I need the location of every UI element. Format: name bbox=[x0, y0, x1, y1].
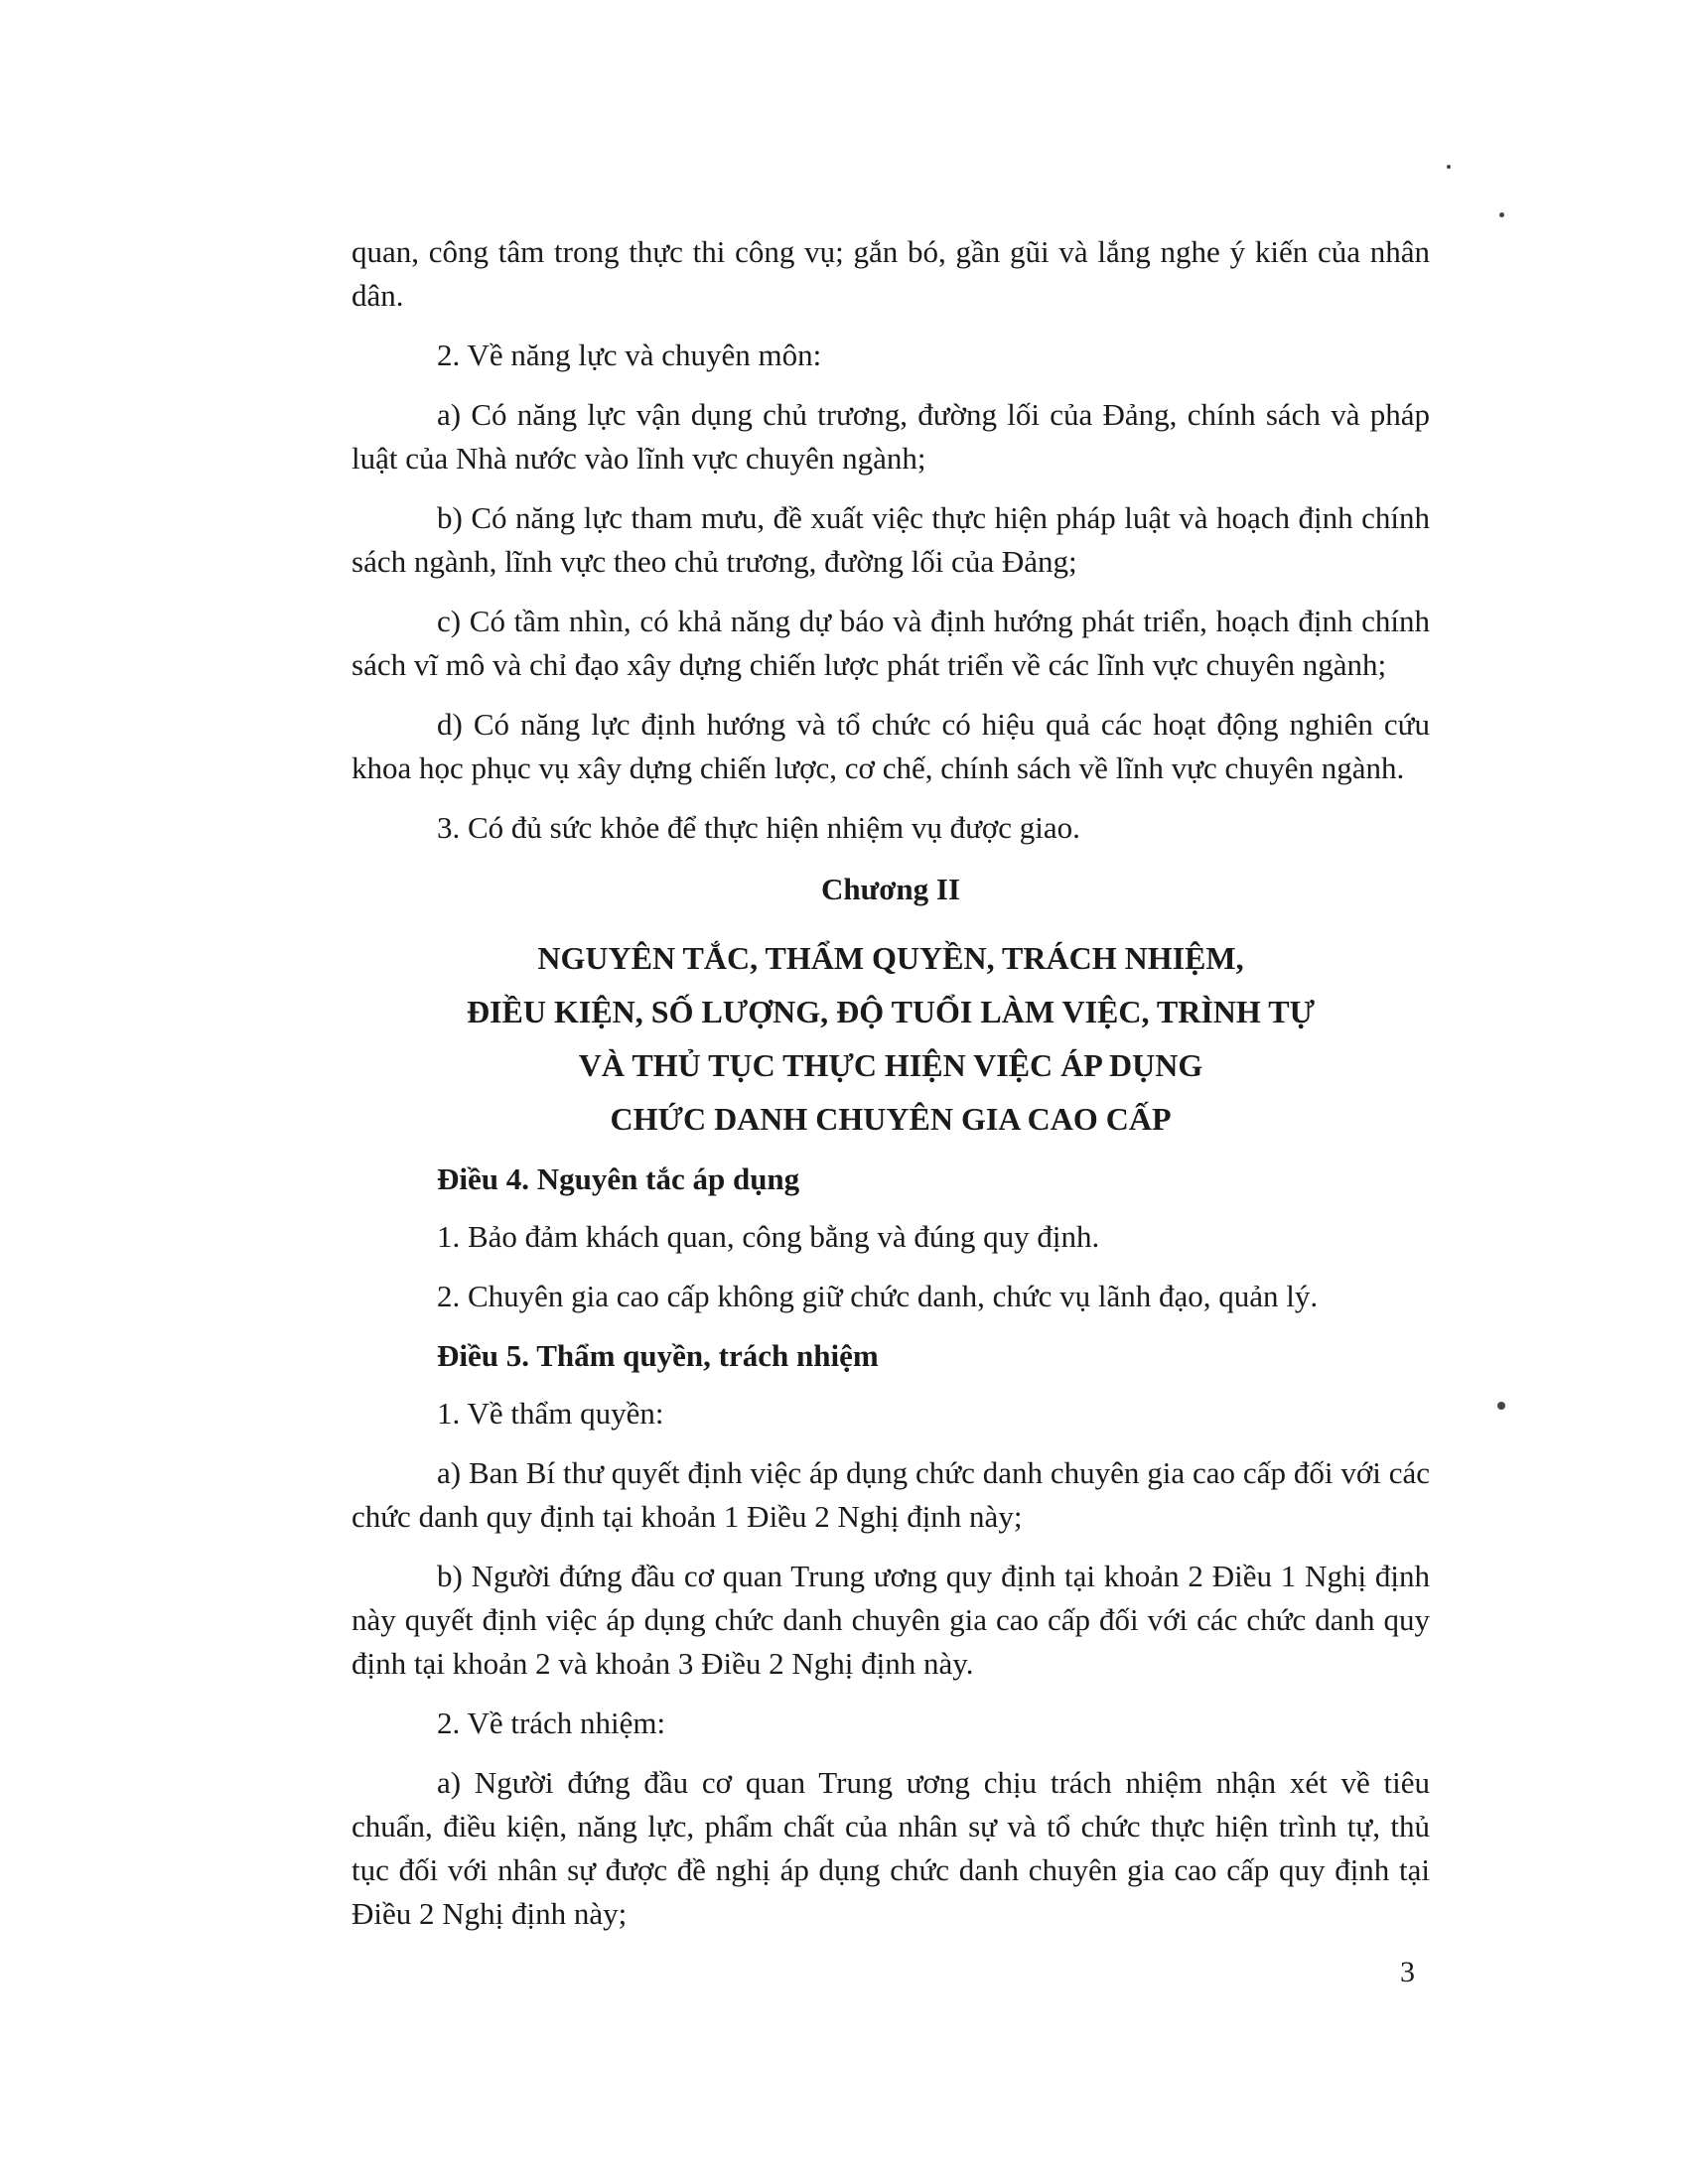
clause-2d: d) Có năng lực định hướng và tổ chức có hiệu quả các hoạt động nghiên cứu khoa học phục vụ xây dựng chiến lược, cơ chế, chính sách về lĩnh vực chuyên ngành. bbox=[352, 707, 1430, 785]
article-4-heading: Điều 4. Nguyên tắc áp dụng bbox=[437, 1161, 800, 1196]
article-5-item-1a: a) Ban Bí thư quyết định việc áp dụng chức danh chuyên gia cao cấp đối với các chức danh quy định tại khoản 1 Điều 2 Nghị định này; bbox=[352, 1455, 1430, 1534]
chapter-title bbox=[352, 931, 1430, 1146]
scan-speck bbox=[1447, 165, 1451, 169]
document-page bbox=[352, 230, 1430, 1952]
paragraph-continuation: quan, công tâm trong thực thi công vụ; gắn bó, gần gũi và lắng nghe ý kiến của nhân dân. bbox=[352, 234, 1430, 313]
chapter-title-line-4: CHỨC DANH CHUYÊN GIA CAO CẤP bbox=[610, 1101, 1172, 1137]
article-4-item-2: 2. Chuyên gia cao cấp không giữ chức danh, chức vụ lãnh đạo, quản lý. bbox=[437, 1279, 1319, 1313]
article-4-item-1: 1. Bảo đảm khách quan, công bằng và đúng quy định. bbox=[437, 1219, 1100, 1254]
page-number: 3 bbox=[1400, 1956, 1415, 1988]
article-5-item-1: 1. Về thẩm quyền: bbox=[437, 1396, 664, 1431]
chapter-title-line-3: VÀ THỦ TỤC THỰC HIỆN VIỆC ÁP DỤNG bbox=[578, 1047, 1203, 1083]
clause-2c: c) Có tầm nhìn, có khả năng dự báo và định hướng phát triển, hoạch định chính sách vĩ mô và chỉ đạo xây dựng chiến lược phát triển về các lĩnh vực chuyên ngành; bbox=[352, 604, 1430, 682]
clause-2a: a) Có năng lực vận dụng chủ trương, đường lối của Đảng, chính sách và pháp luật của Nhà nước vào lĩnh vực chuyên ngành; bbox=[352, 397, 1430, 476]
clause-2b: b) Có năng lực tham mưu, đề xuất việc thực hiện pháp luật và hoạch định chính sách ngành, lĩnh vực theo chủ trương, đường lối của Đảng; bbox=[352, 500, 1430, 579]
scan-speck bbox=[1497, 1402, 1505, 1410]
article-5-item-2: 2. Về trách nhiệm: bbox=[437, 1706, 666, 1740]
article-5-heading: Điều 5. Thẩm quyền, trách nhiệm bbox=[437, 1338, 879, 1373]
chapter-label: Chương II bbox=[820, 872, 960, 906]
clause-3: 3. Có đủ sức khỏe để thực hiện nhiệm vụ được giao. bbox=[437, 810, 1080, 845]
scan-speck bbox=[1499, 212, 1504, 217]
chapter-title-line-2: ĐIỀU KIỆN, SỐ LƯỢNG, ĐỘ TUỔI LÀM VIỆC, TRÌNH TỰ bbox=[466, 994, 1316, 1029]
article-5-item-1b: b) Người đứng đầu cơ quan Trung ương quy định tại khoản 2 Điều 1 Nghị định này quyết định việc áp dụng chức danh chuyên gia cao cấp đối với các chức danh quy định tại khoản 2 và khoản 3 Điều 2 Nghị định này. bbox=[352, 1559, 1430, 1681]
chapter-title-line-1: NGUYÊN TẮC, THẨM QUYỀN, TRÁCH NHIỆM, bbox=[537, 940, 1244, 976]
article-5-item-2a: a) Người đứng đầu cơ quan Trung ương chịu trách nhiệm nhận xét về tiêu chuẩn, điều kiện, năng lực, phẩm chất của nhân sự và tổ chức thực hiện trình tự, thủ tục đối với nhân sự được đề nghị áp dụng chức danh chuyên gia cao cấp quy định tại Điều 2 Nghị định này; bbox=[352, 1765, 1430, 1931]
clause-2: 2. Về năng lực và chuyên môn: bbox=[437, 338, 822, 372]
